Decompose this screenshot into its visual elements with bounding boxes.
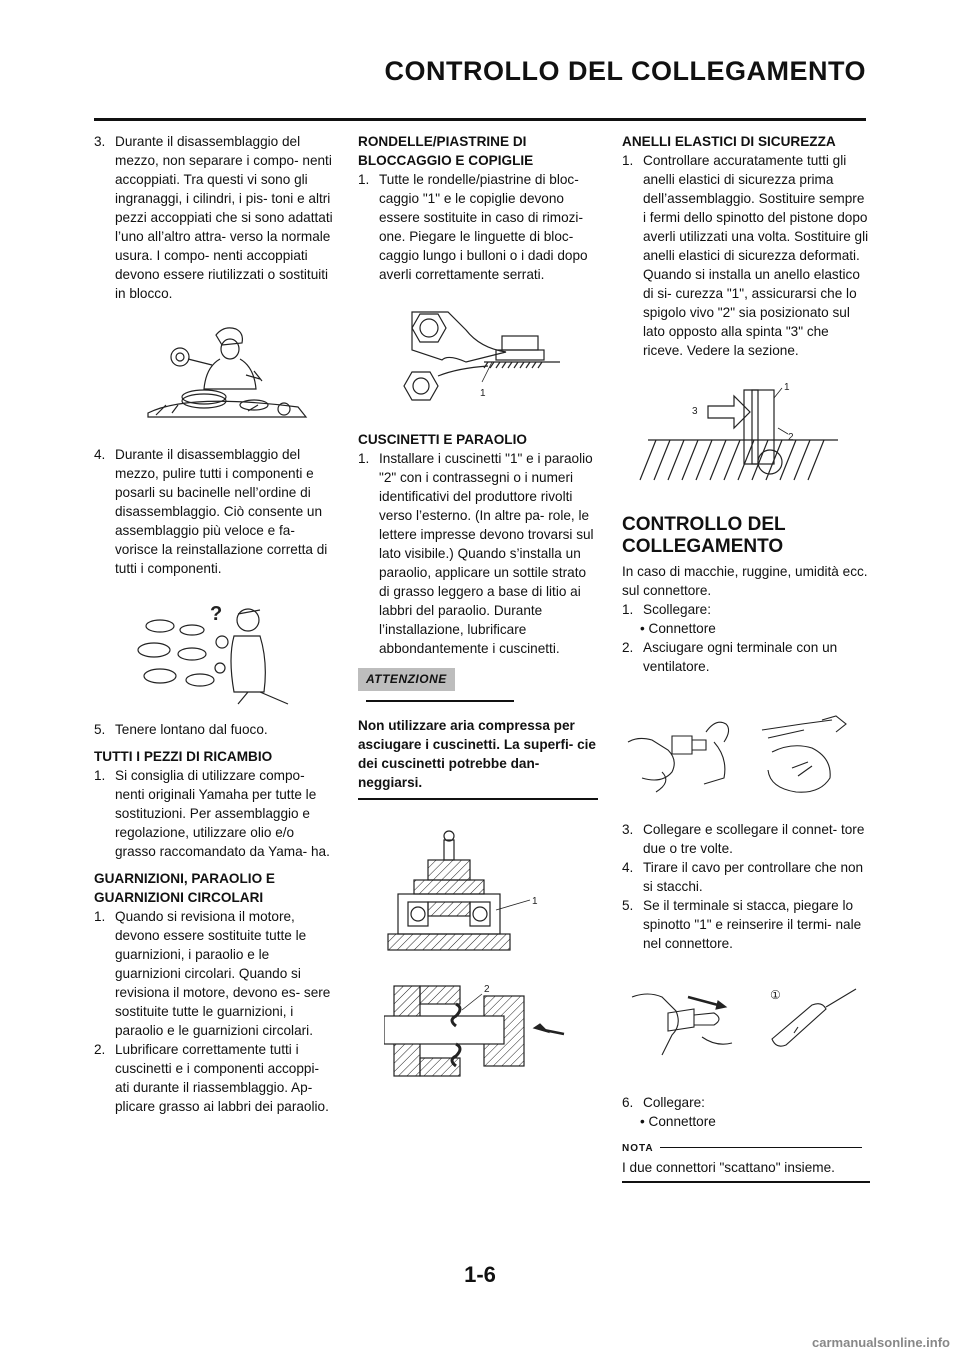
bullet-item: • Connettore <box>640 621 716 636</box>
warning-box <box>358 668 598 800</box>
note-box <box>622 1137 870 1183</box>
note-bottom-rule <box>622 1181 870 1183</box>
list-item: 6. Collegare: <box>622 1095 705 1110</box>
circlip-diagram <box>622 378 852 488</box>
page-title: CONTROLLO DEL COLLEGAMENTO <box>384 56 866 86</box>
list-item: 1. Si consiglia di utilizzare compo- nenti originali Yamaha per tutte le sostituzioni. Per assemblaggio e regolazione, utilizzare olio e/o grasso raccomandato da Yama- ha. <box>94 768 330 859</box>
note-rule <box>660 1147 862 1149</box>
bearing-seal-diagram <box>384 810 584 1090</box>
list-item: 1. Scollegare: <box>622 602 712 617</box>
lock-washer-diagram <box>398 300 568 420</box>
list-item: 1. Tutte le rondelle/piastrine di bloc- caggio "1" e le copiglie devono essere sostituite in caso di rimozi- one. Piegare le linguette di bloc- caggio lungo i bulloni o i dadi dopo averli correttamente serrati. <box>358 172 588 282</box>
column-3 <box>622 132 870 1183</box>
section-heading: CUSCINETTI E PARAOLIO <box>358 432 527 447</box>
question-mark-text: ? <box>210 603 223 625</box>
callout-label: 2 <box>484 984 490 995</box>
list-item: 2. Lubrificare correttamente tutti i cuscinetti e i componenti accoppi- ati durante il riassemblaggio. Ap- plicare grasso ai labbri dei paraolio. <box>94 1042 329 1114</box>
list-item: 3. Collegare e scollegare il connet- tore due o tre volte. <box>622 822 865 856</box>
page-number: 1-6 <box>464 1262 496 1287</box>
section-heading: RONDELLE/PIASTRINE DI BLOCCAGGIO E COPIGLIE <box>358 134 534 168</box>
warning-bottom-rule <box>358 798 598 800</box>
callout-label: 2 <box>788 432 794 443</box>
callout-label: 3 <box>692 406 698 417</box>
section-heading: ANELLI ELASTICI DI SICUREZZA <box>622 134 836 149</box>
list-item: 3. Durante il disassemblaggio del mezzo, non separare i compo- nenti accoppiati. Tra questi vi sono gli ingranaggi, i cilindri, i pis- toni e altri pezzi accoppiati che si sono adattati l’uno all’altro attra- verso la normale usura. I compo- nenti accoppiati devono essere riutilizzati o sostituiti in blocco. <box>94 134 333 301</box>
callout-label: 1 <box>784 382 790 393</box>
list-item: 1. Installare i cuscinetti "1" e i paraolio "2" con i contrassegni o i numeri identificativi del produttore rivolti verso l’esterno. (In altre pa- role, le lettere impresse devono trovarsi sul lato visibile.) Quando s’installa un paraolio, applicare un sottile strato di grasso leggero a base di litio ai labbri del paraolio. Durante l’installazione, lubrificare abbondantemente i cuscinetti. <box>358 451 594 656</box>
watermark: carmanualsonline.info <box>812 1335 950 1350</box>
warning-label: ATTENZIONE <box>358 668 455 691</box>
section-heading: TUTTI I PEZZI DI RICAMBIO <box>94 749 273 764</box>
list-item: 5. Tenere lontano dal fuoco. <box>94 722 268 737</box>
callout-label: ① <box>770 988 781 1002</box>
list-item: 4. Tirare il cavo per controllare che non si stacchi. <box>622 860 864 894</box>
note-text: I due connettori "scattano" insieme. <box>622 1160 835 1175</box>
section-heading: GUARNIZIONI, PARAOLIO E GUARNIZIONI CIRCOLARI <box>94 871 275 905</box>
mechanic-parts-illustration <box>144 317 314 427</box>
list-item: 1. Controllare accuratamente tutti gli anelli elastici di sicurezza prima dell’assemblaggio. Sostituire sempre i fermi dello spinotto del pistone dopo averli utilizzati una volta. Sostituire gli anelli elastici di sicurezza deformati. Quando si installa un anello elastico di si- curezza "1", assicurarsi che lo spigolo vivo "2" sia posizionato sul lato opposto alla spinta "3" che riceve. Vedere la sezione. <box>622 153 869 358</box>
section-title: CONTROLLO DEL COLLEGAMENTO <box>622 514 786 557</box>
bullet-item: • Connettore <box>640 1114 716 1129</box>
list-item: 1. Quando si revisiona il motore, devono essere sostituite tutte le guarnizioni, i paraolio e le guarnizioni circolari. Quando si revisiona il motore, devono es- sere sostituite tutte le guarnizioni, i paraolio e le guarnizioni circolari. <box>94 909 331 1038</box>
connector-pin-illustration <box>622 977 862 1077</box>
intro-text: In caso di macchie, ruggine, umidità ecc. sul connettore. <box>622 564 868 598</box>
list-item: 5. Se il terminale si stacca, piegare lo spinotto "1" e reinserire il termi- nale nel connettore. <box>622 898 862 951</box>
note-label: NOTA <box>622 1143 654 1154</box>
column-1 <box>94 132 334 1116</box>
list-item: 4. Durante il disassemblaggio del mezzo, pulire tutti i componenti e posarli su bacinelle nell’ordine di disassemblaggio. Ciò consente un assemblaggio più veloce e fa- vorisce la reinstallazione corretta di tutti i componenti. <box>94 447 328 576</box>
column-2 <box>358 132 598 1094</box>
mechanic-cleaning-illustration <box>130 598 300 708</box>
connector-drying-illustration <box>622 712 862 802</box>
warning-rule <box>366 700 514 702</box>
header-rule <box>94 118 866 121</box>
callout-label: 1 <box>532 896 538 907</box>
callout-label: 1 <box>480 388 486 399</box>
list-item: 2. Asciugare ogni terminale con un ventilatore. <box>622 640 838 674</box>
warning-text: Non utilizzare aria compressa per asciugare i cuscinetti. La superfi- cie dei cuscinetti potrebbe dan- neggiarsi. <box>358 718 596 790</box>
